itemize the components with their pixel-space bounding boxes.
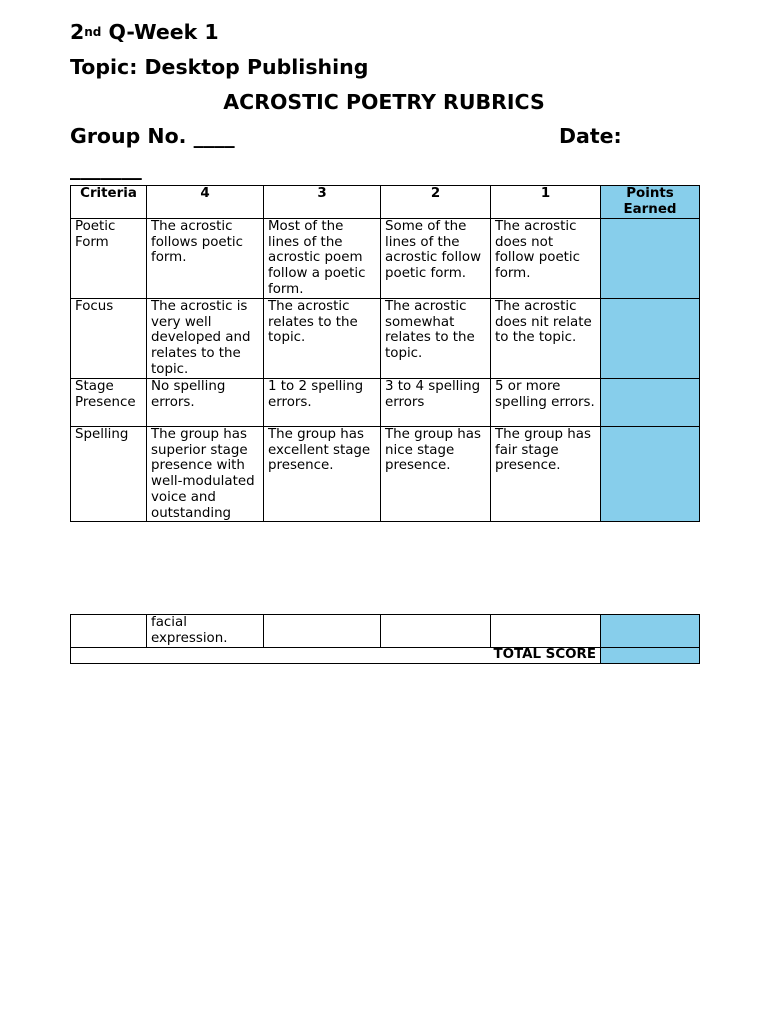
score-4-cell: The acrostic follows poetic form.	[147, 219, 264, 299]
criteria-cell	[71, 615, 147, 648]
score-3-cell: The acrostic relates to the topic.	[264, 299, 381, 379]
score-1-cell: The acrostic does not follow poetic form.	[491, 219, 601, 299]
score-2-cell: Some of the lines of the acrostic follow poetic form.	[381, 219, 491, 299]
score-1-cell: The acrostic does nit relate to the topic.	[491, 299, 601, 379]
table-row	[71, 299, 700, 379]
header-score-3: 3	[264, 186, 381, 219]
week-heading	[70, 20, 219, 44]
score-2-cell: The group has nice stage presence.	[381, 427, 491, 522]
score-4-cell: The group has superior stage presence with well-modulated voice and outstanding	[147, 427, 264, 522]
criteria-cell: Poetic Form	[71, 219, 147, 299]
score-3-cell: 1 to 2 spelling errors.	[264, 379, 381, 427]
score-4-cell: facial expression.	[147, 615, 264, 648]
week-ordinal: nd	[84, 25, 102, 39]
criteria-cell: Spelling	[71, 427, 147, 522]
table-row	[71, 615, 700, 648]
week-number: 2	[70, 20, 85, 44]
score-4-cell: No spelling errors.	[147, 379, 264, 427]
criteria-cell: Stage Presence	[71, 379, 147, 427]
score-2-cell	[381, 615, 491, 648]
score-1-cell: 5 or more spelling errors.	[491, 379, 601, 427]
rubric-table-continued	[70, 614, 700, 664]
score-2-cell: 3 to 4 spelling errors	[381, 379, 491, 427]
header-score-2: 2	[381, 186, 491, 219]
points-cell[interactable]	[601, 219, 700, 299]
score-2-cell: The acrostic somewhat relates to the topic.	[381, 299, 491, 379]
table-header-row	[71, 186, 700, 219]
table-row	[71, 219, 700, 299]
score-3-cell: Most of the lines of the acrostic poem follow a poetic form.	[264, 219, 381, 299]
points-cell[interactable]	[601, 427, 700, 522]
header-score-1: 1	[491, 186, 601, 219]
header-points-earned: Points Earned	[601, 186, 700, 219]
rubric-title: ACROSTIC POETRY RUBRICS	[223, 90, 545, 114]
total-score-cell[interactable]	[601, 648, 700, 664]
score-3-cell	[264, 615, 381, 648]
rubric-table	[70, 185, 700, 522]
topic-heading: Topic: Desktop Publishing	[70, 55, 369, 79]
table-row	[71, 427, 700, 522]
score-1-cell	[491, 615, 601, 648]
group-field: Group No. ____	[70, 124, 235, 148]
date-blank: _______	[70, 156, 142, 180]
total-score-label: TOTAL SCORE	[71, 648, 601, 664]
points-cell[interactable]	[601, 379, 700, 427]
header-score-4: 4	[147, 186, 264, 219]
score-1-cell: The group has fair stage presence.	[491, 427, 601, 522]
week-label: Q-Week 1	[101, 20, 219, 44]
date-field: Date:	[559, 124, 622, 148]
criteria-cell: Focus	[71, 299, 147, 379]
points-cell[interactable]	[601, 615, 700, 648]
score-3-cell: The group has excellent stage presence.	[264, 427, 381, 522]
total-row	[71, 648, 700, 664]
score-4-cell: The acrostic is very well developed and relates to the topic.	[147, 299, 264, 379]
table-row	[71, 379, 700, 427]
points-cell[interactable]	[601, 299, 700, 379]
header-criteria: Criteria	[71, 186, 147, 219]
